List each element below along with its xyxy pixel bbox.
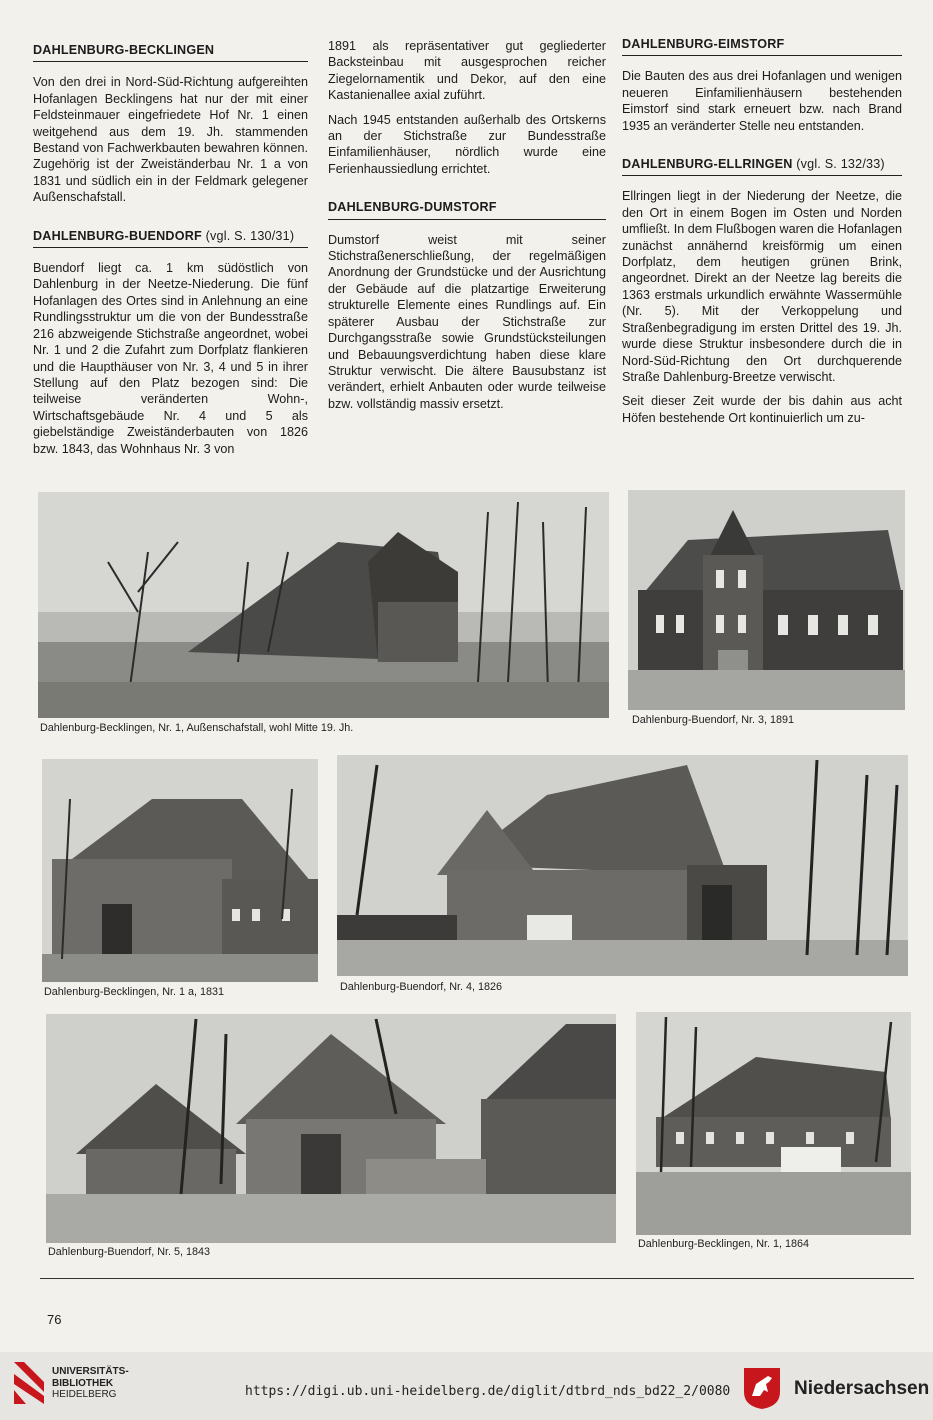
paragraph-buendorf: Buendorf liegt ca. 1 km südöstlich von Dahlenburg in der Neetze-Niederung. Die fünf Hofanlagen des Ortes sind in Anlehnung an eine Rundlingsstruktur um die von der Bundesstraße 216 abzweigende Stichstraße angeordnet, wobei Nr. 1 und 2 die Zufahrt zum Dorfplatz flankieren und die Haupthäuser von Nr. 3, 4 und 5 in ihrer Stellung auf den Platz bezogen sind: Die teilweise veränderten Wohn-, Wirtschaftsgebäude Nr. 4 und 5 als giebelständige Zweiständerbauten von 1826 bzw. 1843, das Wohnhaus Nr. 3 von (33, 261, 308, 456)
university-library-name[interactable] (52, 1366, 129, 1401)
heading-ellringen-title: DAHLENBURG-ELLRINGEN (622, 157, 793, 172)
page-number: 76 (47, 1312, 62, 1327)
university-library-logo-icon[interactable] (14, 1362, 44, 1404)
photo-buendorf-nr5 (46, 1014, 616, 1243)
library-line-3: HEIDELBERG (52, 1389, 117, 1400)
photo-buendorf-nr4 (337, 755, 908, 976)
caption-photo-2: Dahlenburg-Buendorf, Nr. 3, 1891 (632, 714, 795, 726)
paragraph-dumstorf: Dumstorf weist mit seiner Stichstraßenerschließung, der regelmäßigen Anordnung der Grundstücke und der Ausrichtung der Gebäude auf die platzartige Erweiterung strukturelle Elemente eines Rundlings auf. Ein späterer Ausbau der Stichstraße zur Durchgangsstraße sowie Grundstücksteilungen und Bebauungsverdichtung haben diese klare Struktur verwischt. Die ältere Bausubstanz ist verändert, erhielt Anbauten oder wurde teilweise bzw. vollständig massiv ersetzt. (328, 232, 606, 411)
caption-photo-1: Dahlenburg-Becklingen, Nr. 1, Außenschafstall, wohl Mitte 19. Jh. (40, 722, 354, 734)
paragraph-becklingen: Von den drei in Nord-Süd-Richtung aufgereihten Hofanlagen Becklingens hat nur der mit einer Feldsteinmauer eingefriedete Hof Nr. 1 einen weitgehend aus dem 19. Jh. stammenden Bestand von Fachwerkbauten bewahren können. Zugehörig ist der Zweiständerbau Nr. 1 a von 1831 und südlich ein in der Feldmark gelegener Außenschafstall. (33, 75, 308, 205)
footer-bar (0, 1352, 933, 1420)
heading-dumstorf: DAHLENBURG-DUMSTORF (328, 199, 606, 219)
heading-buendorf (33, 228, 308, 248)
library-line-1: UNIVERSITÄTS- (52, 1366, 129, 1377)
caption-photo-3: Dahlenburg-Becklingen, Nr. 1 a, 1831 (44, 986, 225, 998)
paragraph-buendorf-post1945: Nach 1945 entstanden außerhalb des Ortskerns an der Stichstraße zur Bundesstraße Einfamilienhäuser, nördlich wurde eine Ferienhaussiedlung errichtet. (328, 112, 606, 176)
caption-photo-4: Dahlenburg-Buendorf, Nr. 4, 1826 (340, 981, 503, 993)
left-column (33, 42, 308, 465)
caption-photo-6: Dahlenburg-Becklingen, Nr. 1, 1864 (638, 1238, 810, 1250)
heading-ellringen-ref: (vgl. S. 132/33) (796, 157, 885, 172)
heading-buendorf-ref: (vgl. S. 130/31) (205, 228, 295, 243)
photo-becklingen-nr1-1864 (636, 1012, 911, 1235)
photo-becklingen-schafstall (38, 492, 609, 718)
heading-becklingen: DAHLENBURG-BECKLINGEN (33, 42, 308, 62)
paragraph-eimstorf: Die Bauten des aus drei Hofanlagen und wenigen neueren Einfamilienhäusern bestehenden Eimstorf sind stark erneuert bzw. nach Brand 1935 an veränderter Stelle neu entstanden. (622, 69, 902, 133)
heading-buendorf-title: DAHLENBURG-BUENDORF (33, 228, 202, 243)
photo-buendorf-nr3 (628, 490, 905, 710)
photo-becklingen-nr1a (42, 759, 318, 982)
middle-column (328, 38, 606, 420)
right-column (622, 36, 902, 434)
paragraph-ellringen-cont: Seit dieser Zeit wurde der bis dahin aus acht Höfen bestehende Ort kontinuierlich um zu- (622, 394, 902, 425)
paragraph-ellringen: Ellringen liegt in der Niederung der Neetze, die den Ort in einem Bogen im Osten und Norden umfließt. In dem Flußbogen waren die Hofanlagen zunächst annähernd kreisförmig um einen Dorfplatz, dem heutigen grünen Brink, angeordnet. Direkt an der Neetze lag bereits die 1363 erstmals urkundlich erwähnte Wassermühle (Nr. 5). Mit der Verkoppelung und Straßenbegradigung im ersten Drittel des 19. Jh. wurde diese Struktur insbesondere durch die in Nord-Süd-Richtung den Ort durchquerende Straße Dahlenburg-Breetze verwischt. (622, 189, 903, 384)
bottom-rule (40, 1278, 914, 1279)
library-line-2: BIBLIOTHEK (52, 1377, 114, 1389)
niedersachsen-horse-icon[interactable] (742, 1366, 782, 1410)
document-url-link[interactable]: https://digi.ub.uni-heidelberg.de/diglit/dtbrd_nds_bd22_2/0080 (245, 1384, 731, 1399)
paragraph-buendorf-cont: 1891 als repräsentativer gut gegliederter Backsteinbau mit ausgesprochen reicher Ziegelornamentik und Dekor, auf den eine Kastanienallee axial zuführt. (328, 39, 606, 103)
heading-ellringen (622, 156, 902, 176)
heading-eimstorf: DAHLENBURG-EIMSTORF (622, 36, 902, 56)
niedersachsen-label[interactable]: Niedersachsen (794, 1378, 930, 1399)
caption-photo-5: Dahlenburg-Buendorf, Nr. 5, 1843 (48, 1246, 211, 1258)
